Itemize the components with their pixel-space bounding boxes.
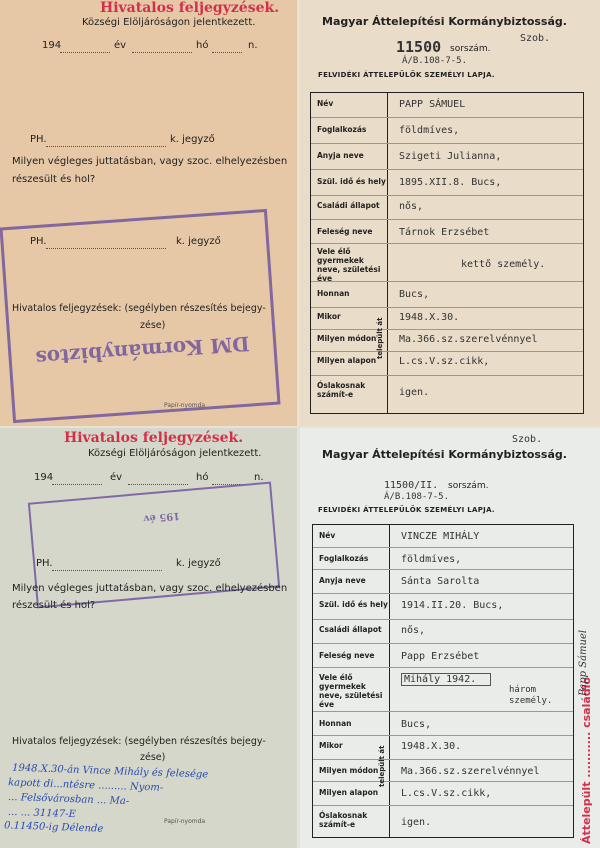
handwritten-note-line: kapott di...ntésre ......... Nyom- [7, 777, 164, 794]
ho-label: hó [196, 40, 209, 51]
handwritten-note-line: ... ... 31147-E [7, 806, 77, 821]
notes-label: Hivatalos feljegyzések: (segélyben részesítés bejegy- [12, 303, 266, 314]
official-notes-title: Hivatalos feljegyzések. [64, 430, 244, 446]
official-stamp [0, 209, 281, 423]
top-right-card [300, 0, 600, 426]
notes-label-2: zése) [140, 320, 166, 331]
ph-label: PH. [30, 236, 47, 247]
allocation-question: Milyen végleges juttatásban, vagy szoc. elhelyezésben [12, 583, 288, 594]
serial-number: 11500 [396, 38, 442, 56]
year-label: 194 [42, 40, 62, 51]
margin-handwriting: Papp Sámuel [578, 629, 589, 696]
n-label: n. [254, 472, 264, 483]
notes-label: Hivatalos feljegyzések: (segélyben részesítés bejegy- [12, 736, 266, 747]
side-label: települt át [378, 745, 386, 787]
household-count: három személy. [509, 685, 553, 706]
official-notes-title: Hivatalos feljegyzések. [100, 0, 280, 16]
serial-label: sorszám. [450, 44, 491, 54]
allocation-question-2: részesült és hol? [12, 600, 96, 611]
notary-label: k. jegyző [170, 134, 215, 145]
ev-label: év [110, 472, 123, 483]
handwritten-note-line: 0.11450-ig Délende [3, 820, 104, 835]
stamp-text: DM Kormánybiztos [34, 331, 251, 371]
sheet-title: FELVIDÉKI ÁTTELEPÜLŐK SZEMÉLYI LAPJA. [318, 71, 495, 79]
ph-label: PH. [36, 558, 53, 569]
sheet-title: FELVIDÉKI ÁTTELEPÜLŐK SZEMÉLYI LAPJA. [318, 506, 495, 514]
printer-mark: Papír-nyomda [164, 402, 206, 409]
serial-number: 11500/II. [384, 480, 439, 491]
reference-code: Á/B.108-7-5. [384, 492, 450, 502]
handwritten-note-line: ... Felsővárosban ... Ma- [7, 791, 130, 808]
notary-label: k. jegyző [176, 236, 221, 247]
registered-text: Községi Elöljáróságon jelentkezett. [88, 448, 262, 459]
reference-code: Á/B.108-7-5. [402, 56, 468, 66]
margin-stamp-text: Áttelepült ........... családio [580, 677, 593, 844]
bottom-right-card [300, 428, 600, 848]
ph-label: PH. [30, 134, 47, 145]
ho-label: hó [196, 472, 209, 483]
agency-title: Magyar Áttelepítési Kormánybiztosság. [322, 15, 567, 28]
personal-data-table: Név PAPP SÁMUEL Foglalkozás földmíves, Anyja neve Szigeti Julianna, Szül. idő és hely 1895.XII.8. Bucs, Családi állapot nős, Feleség neve Tárnok Erzsébet Vele élő gyermekek neve, születési éve kettő személy. Honnan Bucs, Mikor 1948.X.30. Milyen módon Ma.366.sz.szerelvénnyel Milyen alapon L.cs.V.sz.cikk, Óslakosnak számít-e igen. települt át [310, 92, 584, 414]
notary-label: k. jegyző [176, 558, 221, 569]
registered-text: Községi Elöljáróságon jelentkezett. [82, 17, 256, 28]
n-label: n. [248, 40, 258, 51]
ev-label: év [114, 40, 127, 51]
bottom-left-card [0, 428, 297, 848]
agency-title: Magyar Áttelepítési Kormánybiztosság. [322, 448, 567, 461]
location-label: Szob. [520, 33, 551, 44]
handwritten-note-line: 1948.X.30-án Vince Mihály és felesége [11, 762, 209, 781]
side-label: települt át [376, 317, 384, 359]
personal-data-table: Név VINCZE MIHÁLY Foglalkozás földmíves, Anyja neve Sánta Sarolta Szül. idő és hely 1914.II.20. Bucs, Családi állapot nős, Feleség neve Papp Erzsébet Vele élő gyermekek neve, születési éve Mihály 1942. három személy. Honnan Bucs, Mikor 1948.X.30. Milyen módon Ma.366.sz.szerelvénnyel Milyen alapon L.cs.V.sz.cikk, Óslakosnak számít-e igen. települt át [312, 524, 574, 838]
year-label: 194 [34, 472, 54, 483]
notes-label-2: zése) [140, 752, 166, 763]
allocation-question: Milyen végleges juttatásban, vagy szoc. elhelyezésben [12, 156, 288, 167]
serial-label: sorszám. [448, 481, 489, 491]
stamp-year: 195 év [143, 509, 181, 524]
top-left-card [0, 0, 297, 426]
location-label: Szob. [512, 434, 543, 445]
allocation-question-2: részesült és hol? [12, 174, 96, 185]
printer-mark: Papír-nyomda [164, 818, 206, 825]
